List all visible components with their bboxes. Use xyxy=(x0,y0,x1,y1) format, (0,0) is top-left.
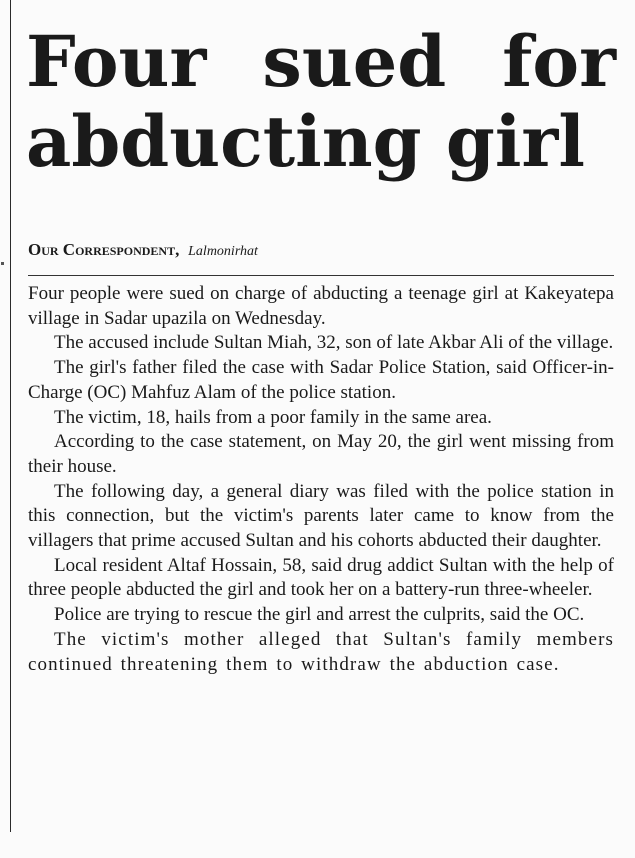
article-paragraph: The girl's father filed the case with Sadar Police Station, said Officer-in-Charge (OC) Mahfuz Alam of the police station. xyxy=(28,357,614,403)
article-paragraph: The accused include Sultan Miah, 32, son of late Akbar Ali of the village. xyxy=(54,332,614,354)
byline-location: Lalmonirhat xyxy=(188,244,258,259)
article-paragraph: The following day, a general diary was filed with the police station in this connection, but the victim's parents later came to know from the villagers that prime accused Sultan and his cohorts abducted their daughter. xyxy=(28,480,614,552)
article-paragraph: Four people were sued on charge of abducting a teenage girl at Kakeyatepa village in Sadar upazila on Wednesday. xyxy=(28,283,614,329)
byline xyxy=(28,241,618,261)
article-paragraph: The victim, 18, hails from a poor family in the same area. xyxy=(54,406,492,428)
headline-line-1: Four sued for xyxy=(26,20,616,103)
byline-divider xyxy=(28,275,614,276)
headline-line-2: abducting girl xyxy=(26,100,585,183)
article-paragraph: The victim's mother alleged that Sultan's family members continued threatening them to withdraw the abduction case. xyxy=(28,628,614,675)
print-speck xyxy=(1,262,4,265)
headline xyxy=(26,22,616,182)
article-paragraph: According to the case statement, on May 20, the girl went missing from their house. xyxy=(28,431,614,477)
article-body xyxy=(28,282,614,677)
article-paragraph: Local resident Altaf Hossain, 58, said drug addict Sultan with the help of three people abducted the girl and took her on a battery-run three-wheeler. xyxy=(28,554,614,601)
column-rule xyxy=(10,0,11,832)
byline-author: Our Correspondent, xyxy=(28,240,180,259)
article-paragraph: Police are trying to rescue the girl and arrest the culprits, said the OC. xyxy=(54,604,585,626)
